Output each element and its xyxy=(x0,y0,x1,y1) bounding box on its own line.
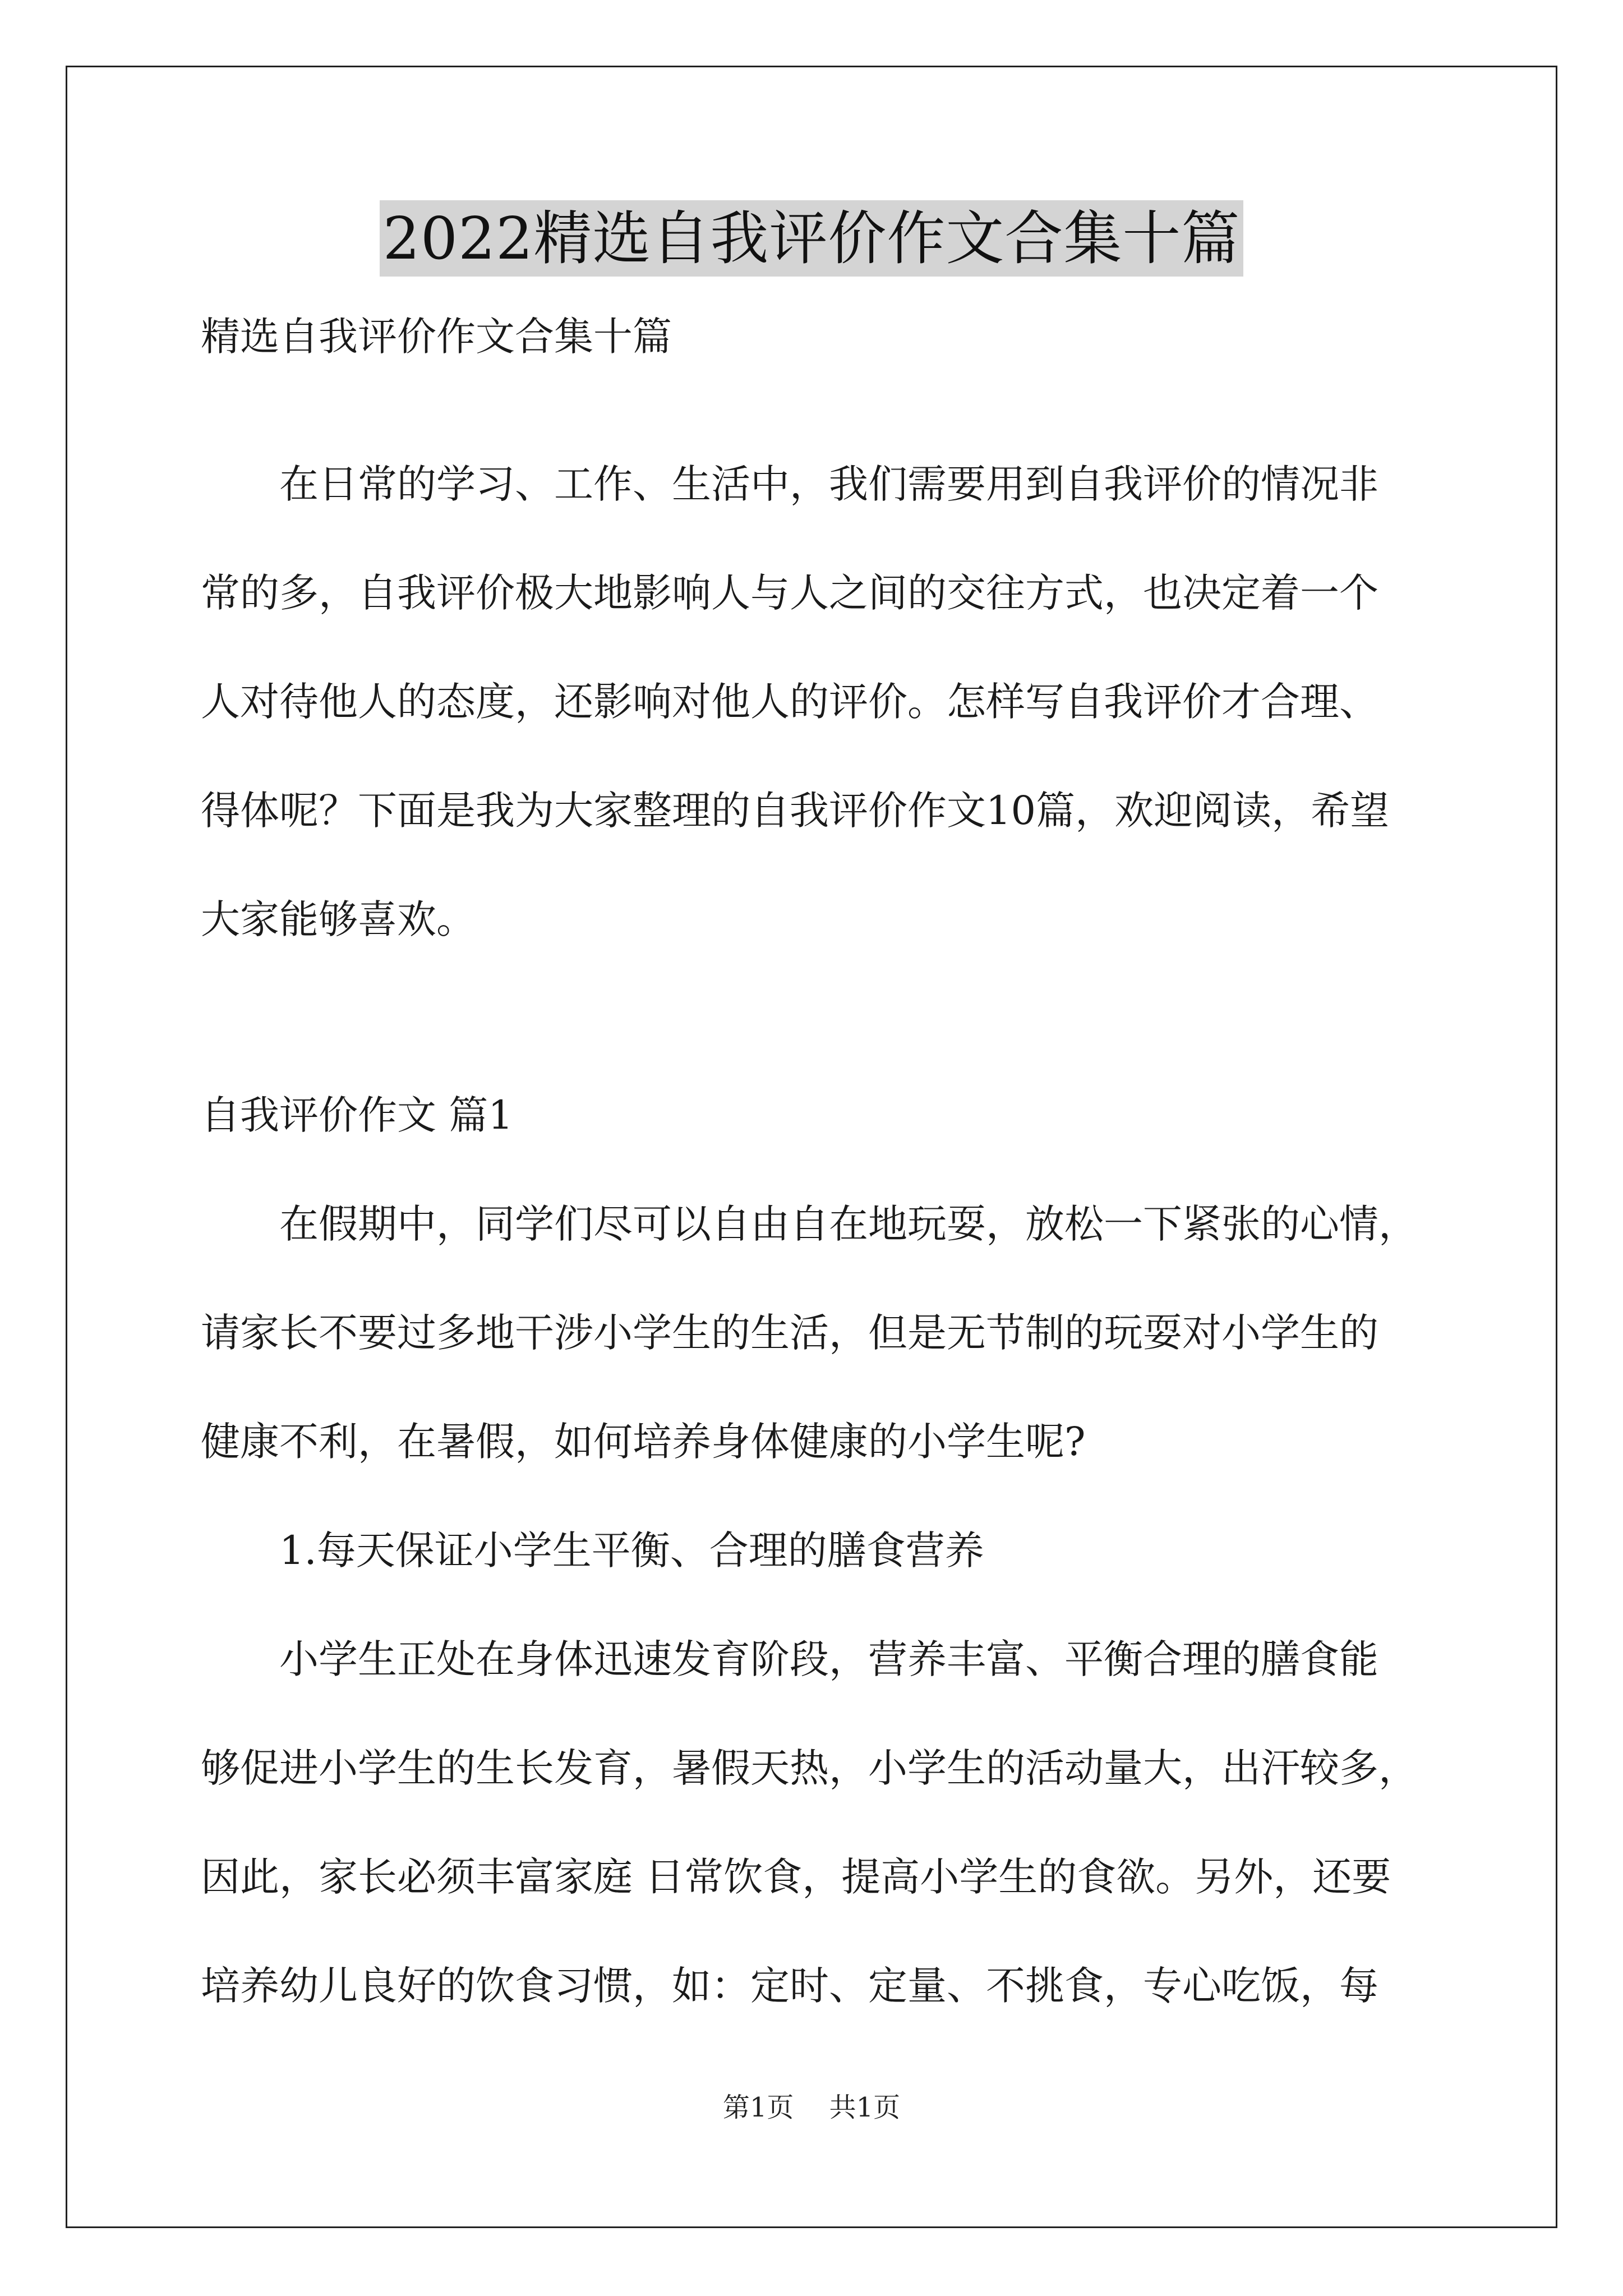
paragraph-line: 人对待他人的态度，还影响对他人的评价。怎样写自我评价才合理、 xyxy=(201,679,1378,725)
paragraph-line: 在日常的学习、工作、生活中，我们需要用到自我评价的情况非 xyxy=(279,461,1378,507)
paragraph-line: 健康不利，在暑假，如何培养身体健康的小学生呢? xyxy=(201,1419,1086,1465)
paragraph-line: 常的多，自我评价极大地影响人与人之间的交往方式，也决定着一个 xyxy=(201,570,1378,616)
paragraph-line: 培养幼儿良好的饮食习惯，如：定时、定量、不挑食，专心吃饭，每 xyxy=(201,1963,1378,2009)
paragraph-line: 因此，家长必须丰富家庭 日常饮食，提高小学生的食欲。另外，还要 xyxy=(201,1854,1391,1900)
page-border xyxy=(66,66,1557,2228)
paragraph-line: 够促进小学生的生长发育，暑假天热，小学生的活动量大，出汗较多， xyxy=(201,1745,1418,1791)
paragraph-line: 得体呢？下面是我为大家整理的自我评价作文10篇，欢迎阅读，希望 xyxy=(201,788,1390,834)
paragraph-line: 大家能够喜欢。 xyxy=(201,896,476,942)
page-footer xyxy=(0,2091,1623,2124)
paragraph-line: 小学生正处在身体迅速发育阶段，营养丰富、平衡合理的膳食能 xyxy=(279,1636,1378,1682)
document-title: 2022精选自我评价作文合集十篇 xyxy=(380,200,1244,277)
section-heading: 自我评价作文 篇1 xyxy=(201,1092,513,1138)
page-number-current: 第1页 xyxy=(722,2092,794,2123)
paragraph-line: 请家长不要过多地干涉小学生的生活，但是无节制的玩耍对小学生的 xyxy=(201,1310,1378,1356)
title-container xyxy=(0,200,1623,277)
page-number-total: 共1页 xyxy=(829,2092,901,2123)
document-subtitle: 精选自我评价作文合集十篇 xyxy=(201,314,672,360)
paragraph-line: 在假期中，同学们尽可以自由自在地玩耍，放松一下紧张的心情， xyxy=(279,1201,1418,1247)
list-item-heading: 1.每天保证小学生平衡、合理的膳食营养 xyxy=(279,1527,984,1573)
